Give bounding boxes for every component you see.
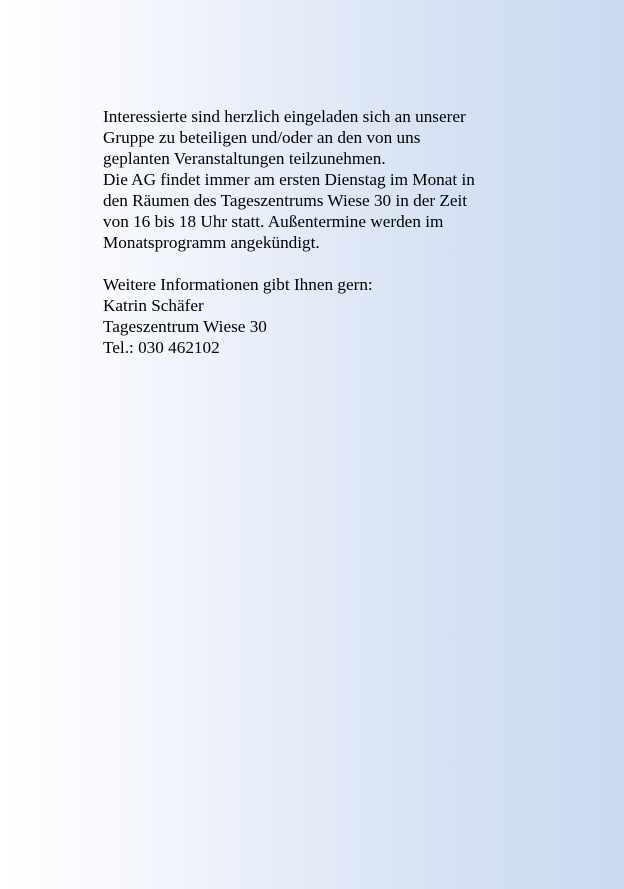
paragraph-line: von 16 bis 18 Uhr statt. Außentermine werden im [103,212,444,231]
contact-intro: Weitere Informationen gibt Ihnen gern: [103,275,373,294]
contact-block [103,274,533,358]
info-paragraph [103,106,533,253]
paragraph-spacer [103,253,533,274]
paragraph-line: Die AG findet immer am ersten Dienstag im Monat in [103,170,475,189]
paragraph-line: den Räumen des Tageszentrums Wiese 30 in der Zeit [103,191,468,210]
paragraph-line: Interessierte sind herzlich eingeladen sich an unserer [103,107,466,126]
paragraph-line: Gruppe zu beteiligen und/oder an den von uns [103,128,421,147]
contact-location: Tageszentrum Wiese 30 [103,317,267,336]
document-body [103,106,533,358]
paragraph-line: geplanten Veranstaltungen teilzunehmen. [103,149,386,168]
contact-phone: Tel.: 030 462102 [103,338,220,357]
paragraph-line: Monatsprogramm angekündigt. [103,233,320,252]
contact-name: Katrin Schäfer [103,296,204,315]
